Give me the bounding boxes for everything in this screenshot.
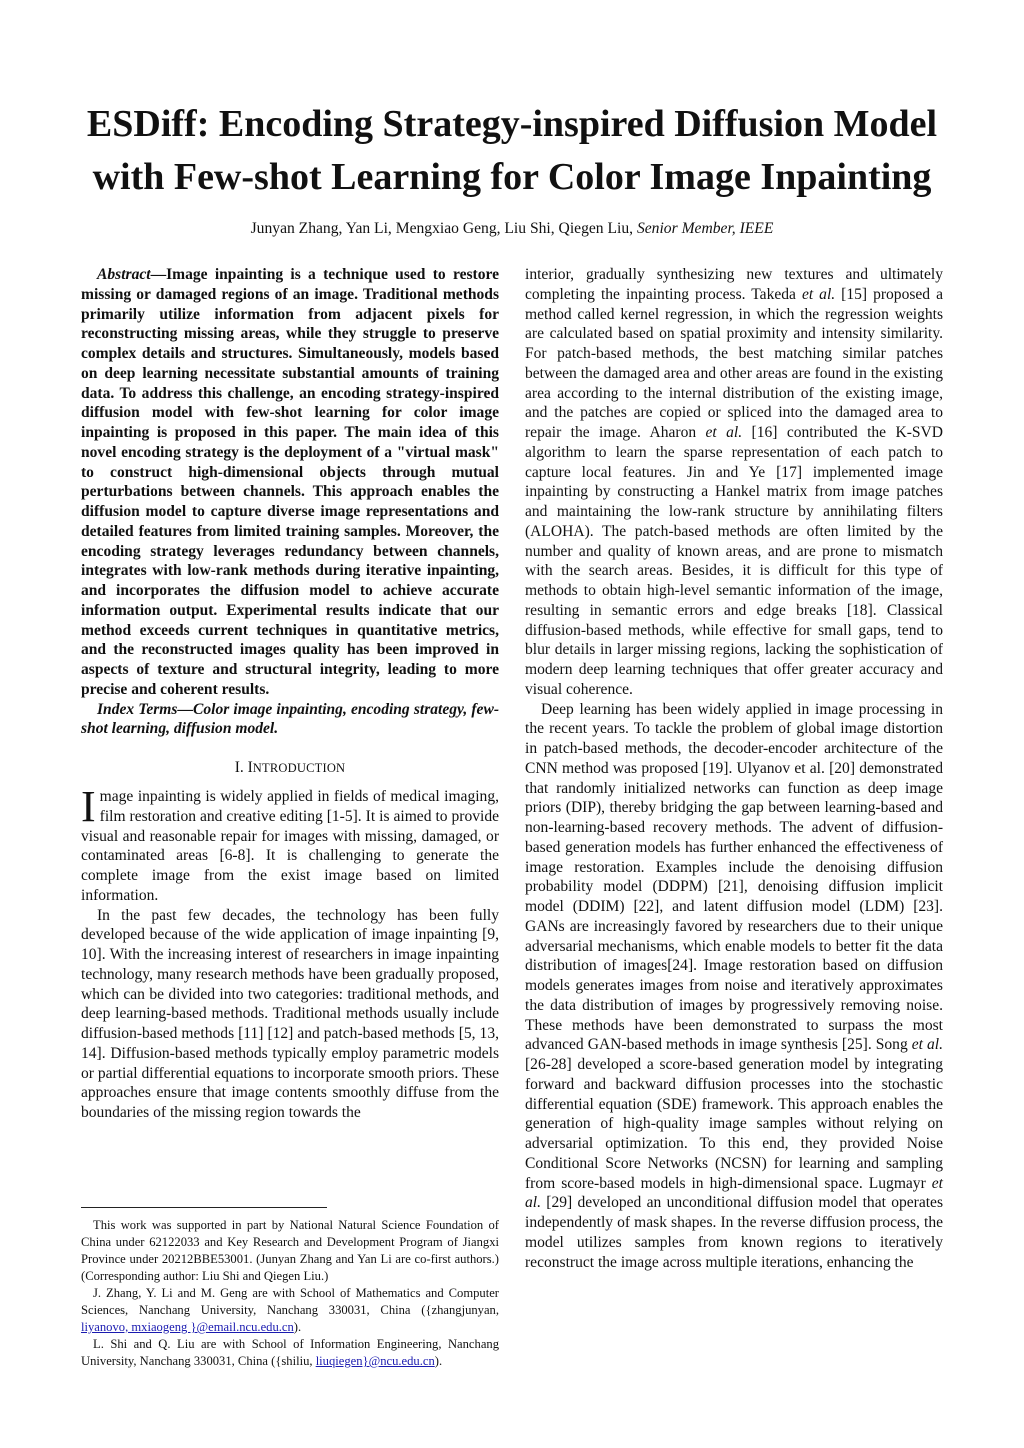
footnote-divider [81, 1207, 327, 1208]
abstract [81, 265, 499, 700]
intro-paragraph-1-text: mage inpainting is widely applied in fields of medical imaging, film restoration and creative editing [1-5]. It is aimed to provide visual and reasonable repair for images with missing, damaged, or contaminated areas [6-8]. It is challenging to generate the complete image from the exist image based on limited information. [81, 788, 499, 904]
left-column [81, 265, 499, 1123]
text-run: J. Zhang, Y. Li and M. Geng are with School of Mathematics and Computer Sciences, Nanchang University, Nanchang 330031, China ({zhangjunyan, [81, 1286, 499, 1317]
section-initial: I [247, 759, 253, 776]
text-run-italic: et al. [705, 424, 743, 441]
text-run: [26-28] developed a score-based generation model by integrating forward and backward diffusion processes into the stochastic differential equation (SDE) framework. This approach enables the generation of high-quality image samples without relying on adversarial optimization. To this end, they provided Noise Conditional Score Networks (NCSN) for learning and sampling from score-based models in high-dimensional space. Lugmayr [525, 1056, 943, 1192]
right-paragraph-2 [525, 700, 943, 1273]
text-run: [29] developed an unconditional diffusion model that operates independently of mask shapes. In the reverse diffusion process, the model utilizes samples from known regions to iteratively reconstruct the image across multiple iterations, enhancing the [525, 1194, 943, 1271]
title-line-1: ESDiff: Encoding Strategy-inspired Diffusion Model [86, 103, 938, 145]
section-title-rest: NTRODUCTION [252, 761, 346, 775]
author-names: Junyan Zhang, Yan Li, Mengxiao Geng, Liu Shi, Qiegen Liu, [250, 220, 637, 237]
section-numeral: I. [234, 759, 244, 776]
text-run-italic: et al. [525, 1174, 943, 1212]
intro-paragraph-1 [81, 782, 499, 906]
intro-paragraph-2: In the past few decades, the technology has been fully developed because of the wide application of image inpainting [9, 10]. With the increasing interest of researchers in image inpainting technology, many research methods have been gradually proposed, which can be divided into two categories: traditional methods, and deep learning-based methods. Traditional methods usually include diffusion-based methods [11] [12] and patch-based methods [5, 13, 14]. Diffusion-based methods typically employ parametric models or partial differential equations to incorporate smooth priors. These approaches ensure that image contents smoothly diffuse from the boundaries of the missing region towards the [81, 906, 499, 1121]
author-list [40, 218, 984, 240]
text-run: [15] proposed a method called kernel regression, in which the regression weights are calculated based on spatial proximity and intensity similarity. For patch-based methods, the best matching similar patches between the damaged area and other areas are found in the existing area according to the internal distribution of the existing image, and the patches are copied or spliced into the damaged area to repair the image. Aharon [525, 285, 943, 441]
index-terms: Index Terms—Color image inpainting, encoding strategy, few-shot learning, diffusion model. [81, 700, 499, 738]
paper-title [40, 98, 984, 204]
text-run: L. Shi and Q. Liu are with School of Information Engineering, Nanchang University, Nanchang 330031, China ({shiliu, [81, 1337, 499, 1368]
section-heading-introduction [81, 758, 499, 778]
email-link-2[interactable]: liuqiegen}@ncu.edu.cn [315, 1354, 435, 1368]
text-run: ). [293, 1320, 302, 1334]
right-paragraph-1 [525, 265, 943, 700]
text-run: Deep learning has been widely applied in image processing in the recent years. To tackle the problem of global image distortion in patch-based methods, the decoder-encoder architecture of the CNN method was proposed [19]. Ulyanov et al. [20] demonstrated that randomly initialized networks can function as deep image priors (DIP), thereby bridging the gap between learning-based and non-learning-based recovery methods. The advent of diffusion-based generation models has further enhanced the effectiveness of image restoration. Examples include the denoising diffusion probability model (DDPM) [21], denoising diffusion implicit model (DDIM) [22], and latent diffusion model (LDM) [23]. GANs are increasingly favored by researchers due to their unique adversarial mechanisms, which enable models to better fit the data distribution of images[24]. Image restoration based on diffusion models generates images from noise and iteratively approximates the data distribution of images by progressively removing noise. These methods have been demonstrated to surpass the most advanced GAN-based methods in image synthesis [25]. Song [525, 700, 943, 1054]
text-run-italic: et al. [911, 1036, 943, 1054]
abstract-text: —Image inpainting is a technique used to restore missing or damaged regions of an image. Traditional methods primarily utilize information from adjacent pixels for reconstructing missing areas, while they struggle to preserve complex details and structures. Simultaneously, models based on deep learning necessitate substantial amounts of training data. To address this challenge, an encoding strategy-inspired diffusion model with few-shot learning for color image inpainting is proposed in this paper. The main idea of this novel encoding strategy is the deployment of a "virtual mask" to construct high-dimensional objects through mutual perturbations between channels. This approach enables the diffusion model to capture diverse image representations and detailed features from limited training samples. Moreover, the encoding strategy leverages redundancy between channels, integrates with low-rank methods during iterative inpainting, and incorporates the diffusion model to achieve accurate information output. Experimental results indicate that our method exceeds current techniques in quantitative metrics, and the reconstructed images quality has been improved in aspects of texture and structural integrity, leading to more precise and coherent results. [81, 266, 499, 698]
right-column [525, 265, 943, 1272]
text-run: ). [434, 1354, 443, 1368]
footnote-affiliation-1 [81, 1285, 499, 1336]
footnote-funding: This work was supported in part by National Natural Science Foundation of China under 62122033 and Key Research and Development Program of Jiangxi Province under 20212BBE53001. (Junyan Zhang and Yan Li are co-first authors.) (Corresponding author: Liu Shi and Qiegen Liu.) [81, 1218, 499, 1283]
author-membership: Senior Member, IEEE [636, 220, 774, 237]
abstract-label: Abstract [97, 266, 151, 283]
text-run-italic: et al. [801, 285, 836, 303]
footnotes [81, 1217, 499, 1370]
text-run: [16] contributed the K-SVD algorithm to learn the sparse representation of each patch to capture local features. Jin and Ye [17] implemented image inpainting by constructing a Hankel matrix from image patches and maintaining the low-rank structure by annihilating filters (ALOHA). The patch-based methods are often limited by the number and quality of known areas, and are prone to mismatch with the search areas. Besides, it is difficult for this type of methods to obtain high-level semantic information of the image, resulting in semantic errors and edge breaks [18]. Classical diffusion-based methods, while effective for small gaps, tend to blur details in larger missing regions, lacking the sophistication of modern deep learning techniques that offer greater accuracy and visual coherence. [525, 424, 943, 698]
drop-cap: I [81, 782, 96, 831]
title-line-2: with Few-shot Learning for Color Image Inpainting [92, 156, 932, 198]
footnote-affiliation-2 [81, 1336, 499, 1370]
email-link-1[interactable]: liyanovo, mxiaogeng }@email.ncu.edu.cn [81, 1320, 294, 1334]
text-run: interior, gradually synthesizing new textures and ultimately completing the inpainting process. Takeda [525, 266, 943, 303]
